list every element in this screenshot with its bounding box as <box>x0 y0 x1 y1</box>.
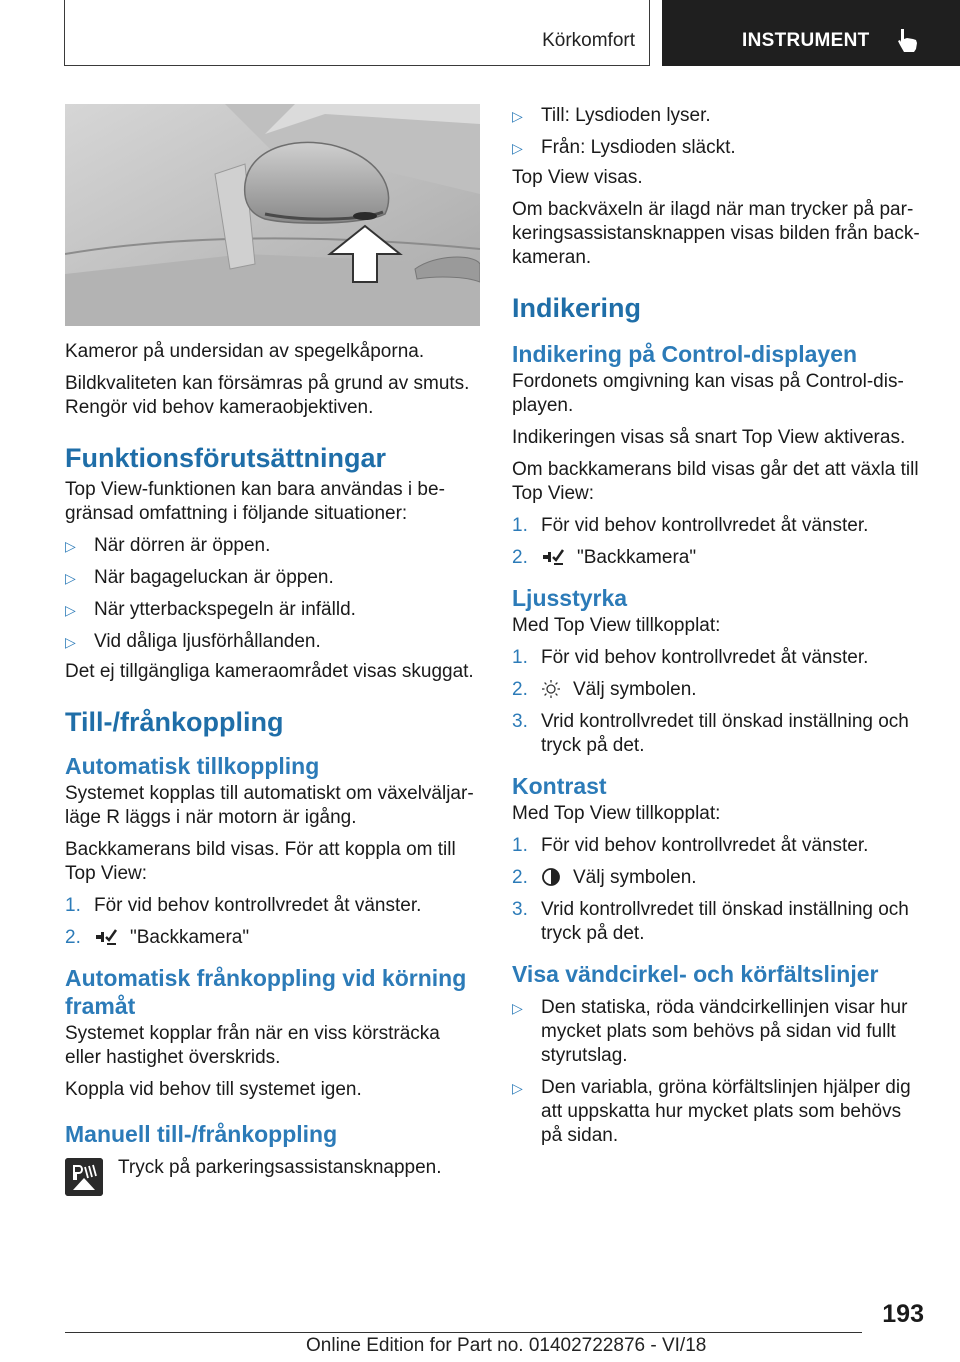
pointing-hand-icon <box>895 27 921 53</box>
footer-edition: Online Edition for Part no. 01402722876 - VI/18 <box>306 1335 707 1356</box>
mirror-camera-illustration <box>65 104 480 326</box>
triangle-bullet-icon: ▷ <box>512 108 523 124</box>
list-item: ▷ När dörren är öppen. <box>65 535 271 556</box>
auto-on-steps <box>65 894 480 950</box>
triangle-bullet-icon: ▷ <box>65 634 76 650</box>
reverse-text: Om backväxeln är ilagd när man trycker på parkeringsassistansknappen visas bilden från backkameran. <box>512 199 920 268</box>
state-list <box>512 104 920 160</box>
contrast-intro: Med Top View tillkopplat: <box>512 803 721 824</box>
brightness-heading: Ljusstyrka <box>512 585 628 611</box>
lines-heading: Visa vändcirkel- och körfältslinjer <box>512 961 879 987</box>
list-item: 1. För vid behov kontrollvredet åt vänster. <box>512 835 869 856</box>
header-chapter-tab <box>662 0 960 66</box>
topview-text: Top View visas. <box>512 167 643 188</box>
list-item: 2. Välj symbolen. <box>512 867 697 888</box>
list-item: ▷ Den statiska, röda vändcirkellinjen visar hur mycket plats som behövs på sidan vid fullt styrutslag. <box>512 997 908 1066</box>
manual-text: Tryck på parkeringsassistansknappen. <box>118 1157 442 1178</box>
parking-assist-button-icon <box>65 1158 103 1196</box>
footer-rule <box>65 1332 862 1333</box>
manual-heading: Manuell till-/frånkoppling <box>65 1121 338 1147</box>
auto-off-text-2: Koppla vid behov till systemet igen. <box>65 1079 362 1100</box>
prereq-intro: Top View-funktionen kan bara användas i begränsad omfattning i följande situationer: <box>65 479 445 524</box>
triangle-bullet-icon: ▷ <box>512 140 523 156</box>
right-column <box>512 104 920 1156</box>
onoff-heading: Till-/frånkoppling <box>65 707 284 737</box>
page-number: 193 <box>882 1300 924 1328</box>
triangle-bullet-icon: ▷ <box>65 538 76 554</box>
brightness-steps <box>512 646 920 758</box>
list-item: 2. Välj symbolen. <box>512 679 697 700</box>
auto-on-text-1: Systemet kopplas till automatiskt om växelväljarläge R läggs i när motorn är igång. <box>65 783 474 828</box>
auto-off-heading: Automatisk frånkoppling vid körning framåt <box>65 965 467 1019</box>
camera-icon <box>94 927 118 947</box>
list-item: ▷ Den variabla, gröna körfältslinjen hjälper dig att uppskatta hur mycket plats som behövs på sidan. <box>512 1077 911 1146</box>
list-item: 3. Vrid kontrollvredet till önskad inställning och tryck på det. <box>512 899 909 944</box>
list-item: ▷ När bagageluckan är öppen. <box>65 567 334 588</box>
list-item: 3. Vrid kontrollvredet till önskad inställning och tryck på det. <box>512 711 909 756</box>
list-item: 1. För vid behov kontrollvredet åt vänster. <box>65 895 422 916</box>
display-sub-heading: Indikering på Control-displayen <box>512 341 858 367</box>
shadow-text: Det ej tillgängliga kameraområdet visas skuggat. <box>65 661 474 682</box>
triangle-bullet-icon: ▷ <box>512 1000 523 1016</box>
triangle-bullet-icon: ▷ <box>512 1080 523 1096</box>
brightness-intro: Med Top View tillkopplat: <box>512 615 721 636</box>
image-caption: Kameror på undersidan av spegelkåporna. <box>65 341 425 362</box>
list-item: ▷ När ytterbackspegeln är infälld. <box>65 599 356 620</box>
camera-icon <box>541 547 565 567</box>
list-item: 1. För vid behov kontrollvredet åt vänster. <box>512 647 869 668</box>
auto-on-text-2: Backkamerans bild visas. För att koppla om till Top View: <box>65 839 456 884</box>
contrast-icon <box>541 867 561 887</box>
prereq-heading: Funktionsförutsättningar <box>65 443 386 473</box>
display-steps <box>512 514 920 570</box>
header-section-title: Körkomfort <box>542 30 635 51</box>
left-column <box>65 104 480 1198</box>
header-section-box <box>64 0 650 66</box>
sun-icon <box>541 679 561 699</box>
contrast-heading: Kontrast <box>512 773 607 799</box>
display-text-3: Om backkamerans bild visas går det att växla till Top View: <box>512 459 919 504</box>
quality-text: Bildkvaliteten kan försämras på grund av smuts. Rengör vid behov kameraobjektiven. <box>65 373 470 418</box>
header-chapter-title: INSTRUMENT <box>742 30 870 51</box>
auto-on-heading: Automatisk tillkoppling <box>65 753 320 779</box>
manual-instruction <box>65 1156 480 1198</box>
triangle-bullet-icon: ▷ <box>65 602 76 618</box>
display-heading: Indikering <box>512 293 642 323</box>
list-item: ▷ Från: Lysdioden släckt. <box>512 137 736 158</box>
triangle-bullet-icon: ▷ <box>65 570 76 586</box>
mirror-camera-photo <box>65 104 480 326</box>
list-item: ▷ Vid dåliga ljusförhållanden. <box>65 631 321 652</box>
display-text-1: Fordonets omgivning kan visas på Control-displayen. <box>512 371 904 416</box>
auto-off-text-1: Systemet kopplar från när en viss körsträcka eller hastighet överskrids. <box>65 1023 440 1068</box>
list-item: 2. "Backkamera" <box>512 547 697 568</box>
display-text-2: Indikeringen visas så snart Top View aktiveras. <box>512 427 906 448</box>
list-item: 1. För vid behov kontrollvredet åt vänster. <box>512 515 869 536</box>
list-item: 2. "Backkamera" <box>65 927 250 948</box>
prereq-list <box>65 534 480 654</box>
list-item: ▷ Till: Lysdioden lyser. <box>512 105 711 126</box>
contrast-steps <box>512 834 920 946</box>
lines-list <box>512 996 920 1148</box>
